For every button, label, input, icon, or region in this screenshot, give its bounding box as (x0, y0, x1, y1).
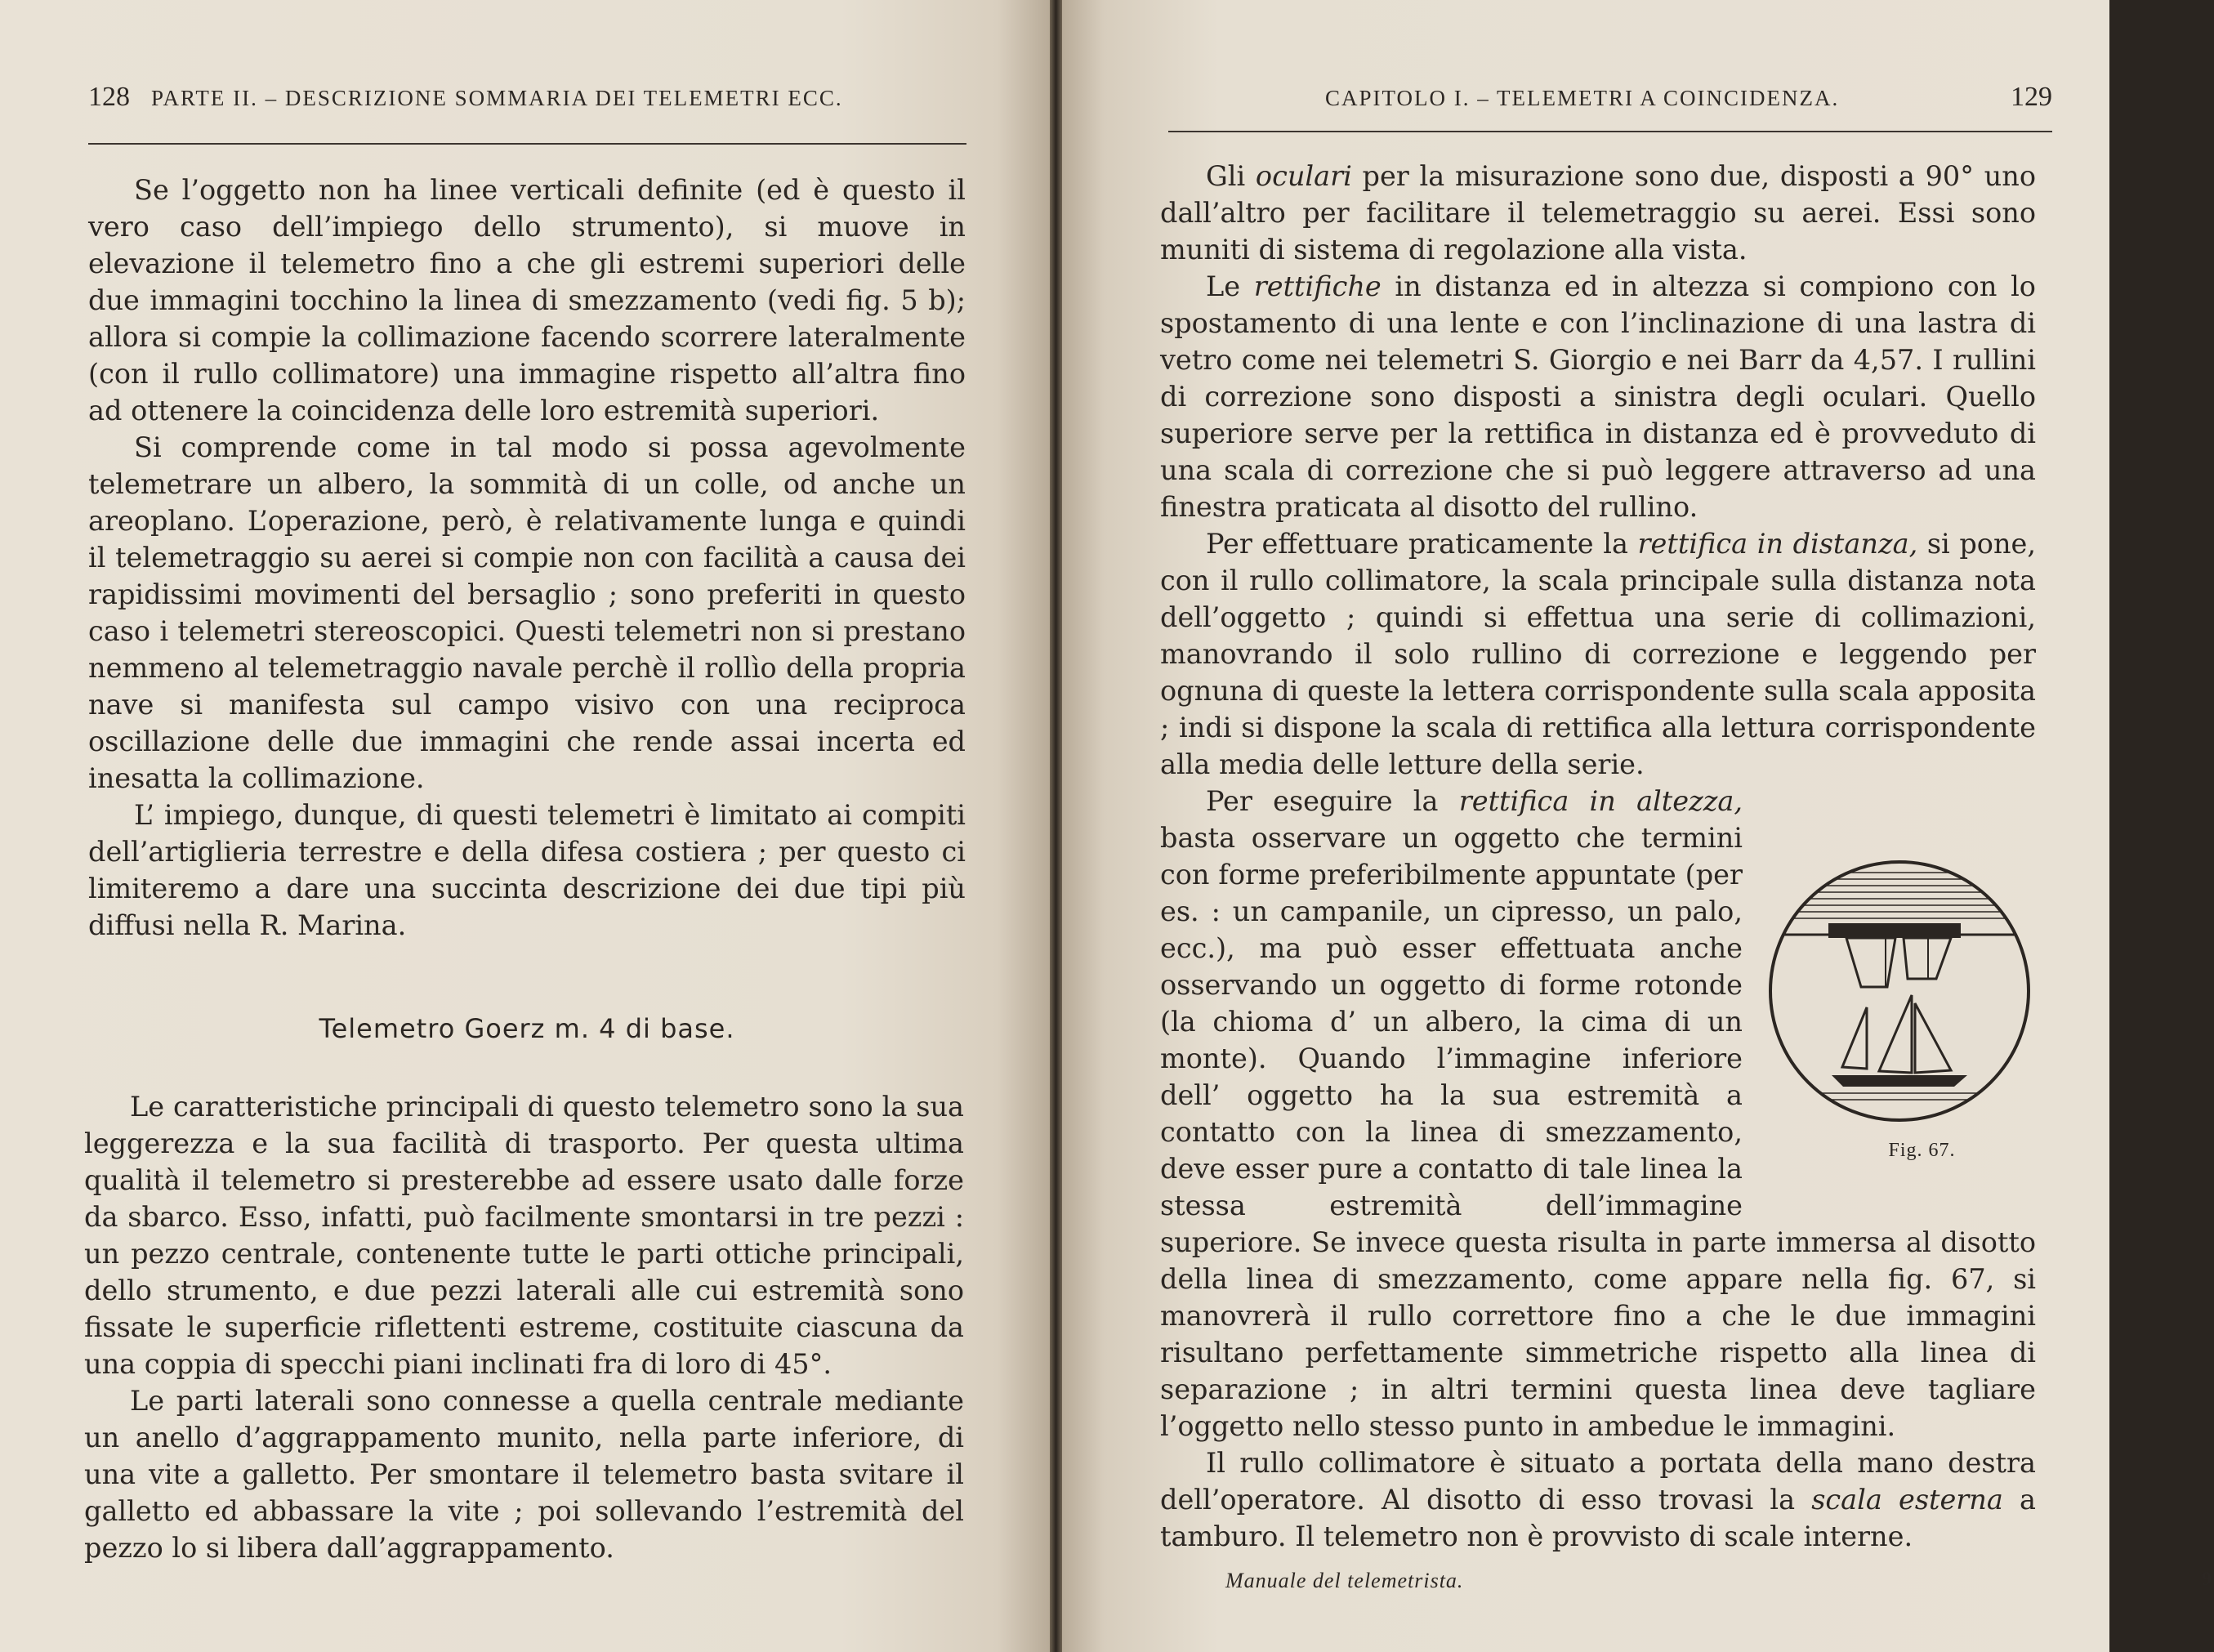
right-page-number: 129 (2011, 82, 2052, 112)
text-run: Le (1206, 270, 1254, 302)
left-body-text (88, 172, 966, 944)
italic-term: oculari (1255, 160, 1352, 192)
italic-term: rettifica in distanza, (1637, 528, 1918, 560)
paragraph (1160, 525, 2036, 783)
left-running-head: PARTE II. – DESCRIZIONE SOMMARIA DEI TELEMETRI ECC. (151, 86, 843, 110)
text-run: in distanza ed in altezza si compiono con lo spostamento di una lente e con l’inclinazione di una lastra di vetro come nei telemetri S. Giorgio e nei Barr da 4,57. I rullini di correzione sono disposti a sinistra degli oculari. Quello superiore serve per la rettifica in distanza ed è provveduto di una scala di correzione che si può leggere attraverso ad una finestra praticata al disotto del rullino. (1160, 270, 2036, 523)
paragraph (1160, 1444, 2036, 1555)
left-running-header (88, 82, 966, 131)
italic-term: scala esterna (1811, 1484, 2003, 1516)
text-run: Per effettuare praticamente la (1206, 528, 1638, 560)
text-run: a tamburo. Il telemetro non è provvisto di scale interne. (1160, 1484, 2036, 1552)
left-page-number: 128 (88, 82, 130, 112)
figure-caption: Fig. 67. (1888, 1140, 1956, 1161)
left-section-text (84, 1088, 964, 1566)
right-page (1062, 0, 2212, 1652)
rangefinder-view-illustration (1765, 856, 2034, 1126)
figure-67 (1762, 856, 2036, 1199)
text-run: Per eseguire la (1206, 785, 1459, 817)
text-run: per la misurazione sono due, disposti a 90° uno dall’altro per facilitare il telemetraggio su aerei. Essi sono muniti di sistema di regolazione alla vista. (1160, 160, 2036, 266)
paragraph (1160, 158, 2036, 268)
paragraph: Le caratteristiche principali di questo telemetro sono la sua leggerezza e la sua facilità di trasporto. Per questa ultima qualità il telemetro si presterebbe ad essere usato dalle forze da sbarco. Esso, infatti, può facilmente smontarsi in tre pezzi : un pezzo centrale, contenente tutte le parti ottiche principali, dello strumento, e due pezzi laterali alle cui estremità sono fissate le superficie riflettenti estreme, costituite ciascuna da una coppia di specchi piani inclinati fra di loro di 45°. (84, 1091, 964, 1380)
right-running-head: CAPITOLO I. – TELEMETRI A COINCIDENZA. (1325, 86, 1840, 110)
text-run: Gli (1206, 160, 1256, 192)
paragraph (1160, 783, 2036, 1444)
italic-term: rettifiche (1253, 270, 1382, 302)
text-run: basta osservare un oggetto che termini con forme preferibilmente appuntate (per es. : un campanile, un cipresso, un palo, ecc.), ma può esser effettuata anche osservando un oggetto di forme rotonde (la chioma d’ un albero, la cima di un monte). Quando l’immagine inferiore dell’ oggetto ha la sua estremità a contatto con la linea di smezzamento, deve esser pure a contatto di tale linea la stessa estremità dell’immagine superiore. Se invece questa risulta in parte immersa al disotto della linea di smezzamento, come appare nella fig. 67, si manovrerà il rullo correttore fino a che le due immagini risultano perfettamente simmetriche rispetto alla linea di separazione ; in altri termini questa linea deve tagliare l’oggetto nello stesso punto in ambedue le immagini. (1160, 822, 2036, 1442)
paragraph: Le parti laterali sono connesse a quella centrale mediante un anello d’aggrappamento munito, nella parte inferiore, di una vite a galletto. Per smontare il telemetro basta svitare il galletto ed abbassare la vite ; poi sollevando l’estremità del pezzo lo si libera dall’aggrappamento. (84, 1385, 964, 1564)
paragraph: Se l’oggetto non ha linee verticali definite (ed è questo il vero caso dell’impiego dello strumento), si muove in elevazione il telemetro fino a che gli estremi superiori delle due immagini tocchino la linea di smezzamento (vedi fig. 5 b); allora si compie la collimazione facendo scorrere lateralmente (con il rullo collimatore) una immagine rispetto all’altra fino ad ottenere la coincidenza delle loro estremità superiori. (88, 174, 966, 426)
left-header-rule (88, 143, 966, 145)
right-header-rule (1168, 131, 2052, 132)
paragraph: Si comprende come in tal modo si possa agevolmente telemetrare un albero, la sommità di un colle, od anche un areoplano. L’operazione, però, è relativamente lunga e quindi il telemetraggio su aerei si compie non con facilità a causa dei rapidissimi movimenti del bersaglio ; sono preferiti in questo caso i telemetri stereoscopici. Questi telemetri non si prestano nemmeno al telemetraggio navale perchè il rollìo della propria nave si manifesta sul campo visivo con una reciproca oscillazione delle due immagini che rende assai incerta ed inesatta la collimazione. (88, 431, 966, 794)
text-run: Il rullo collimatore è situato a portata della mano destra dell’operatore. Al disotto di esso trovasi la (1160, 1447, 2036, 1516)
paragraph (1160, 268, 2036, 525)
left-page (0, 0, 1050, 1652)
book-gutter (1050, 0, 1062, 1652)
paragraph: L’ impiego, dunque, di questi telemetri è limitato ai compiti dell’artiglieria terrestre e della difesa costiera ; per questo ci limiteremo a dare una succinta descrizione dei due tipi più diffusi nella R. Marina. (88, 799, 966, 941)
right-body-text (1160, 158, 2036, 1555)
italic-term: rettifica in altezza, (1458, 785, 1743, 817)
footer-signature-number: 9 (2202, 1569, 2212, 1590)
footer-signature: Manuale del telemetrista. (1225, 1569, 1464, 1592)
right-running-header (1325, 82, 2052, 131)
text-run: si pone, con il rullo collimatore, la scala principale sulla distanza nota dell’oggetto ; quindi si effettua una serie di collimazioni, manovrando il solo rullino di correzione e leggendo per ognuna di queste la lettera corrispondente sulla scala apposita ; indi si dispone la scala di rettifica alla lettura corrispondente alla media delle letture della serie. (1160, 528, 2036, 780)
section-title: Telemetro Goerz m. 4 di base. (319, 1013, 735, 1044)
